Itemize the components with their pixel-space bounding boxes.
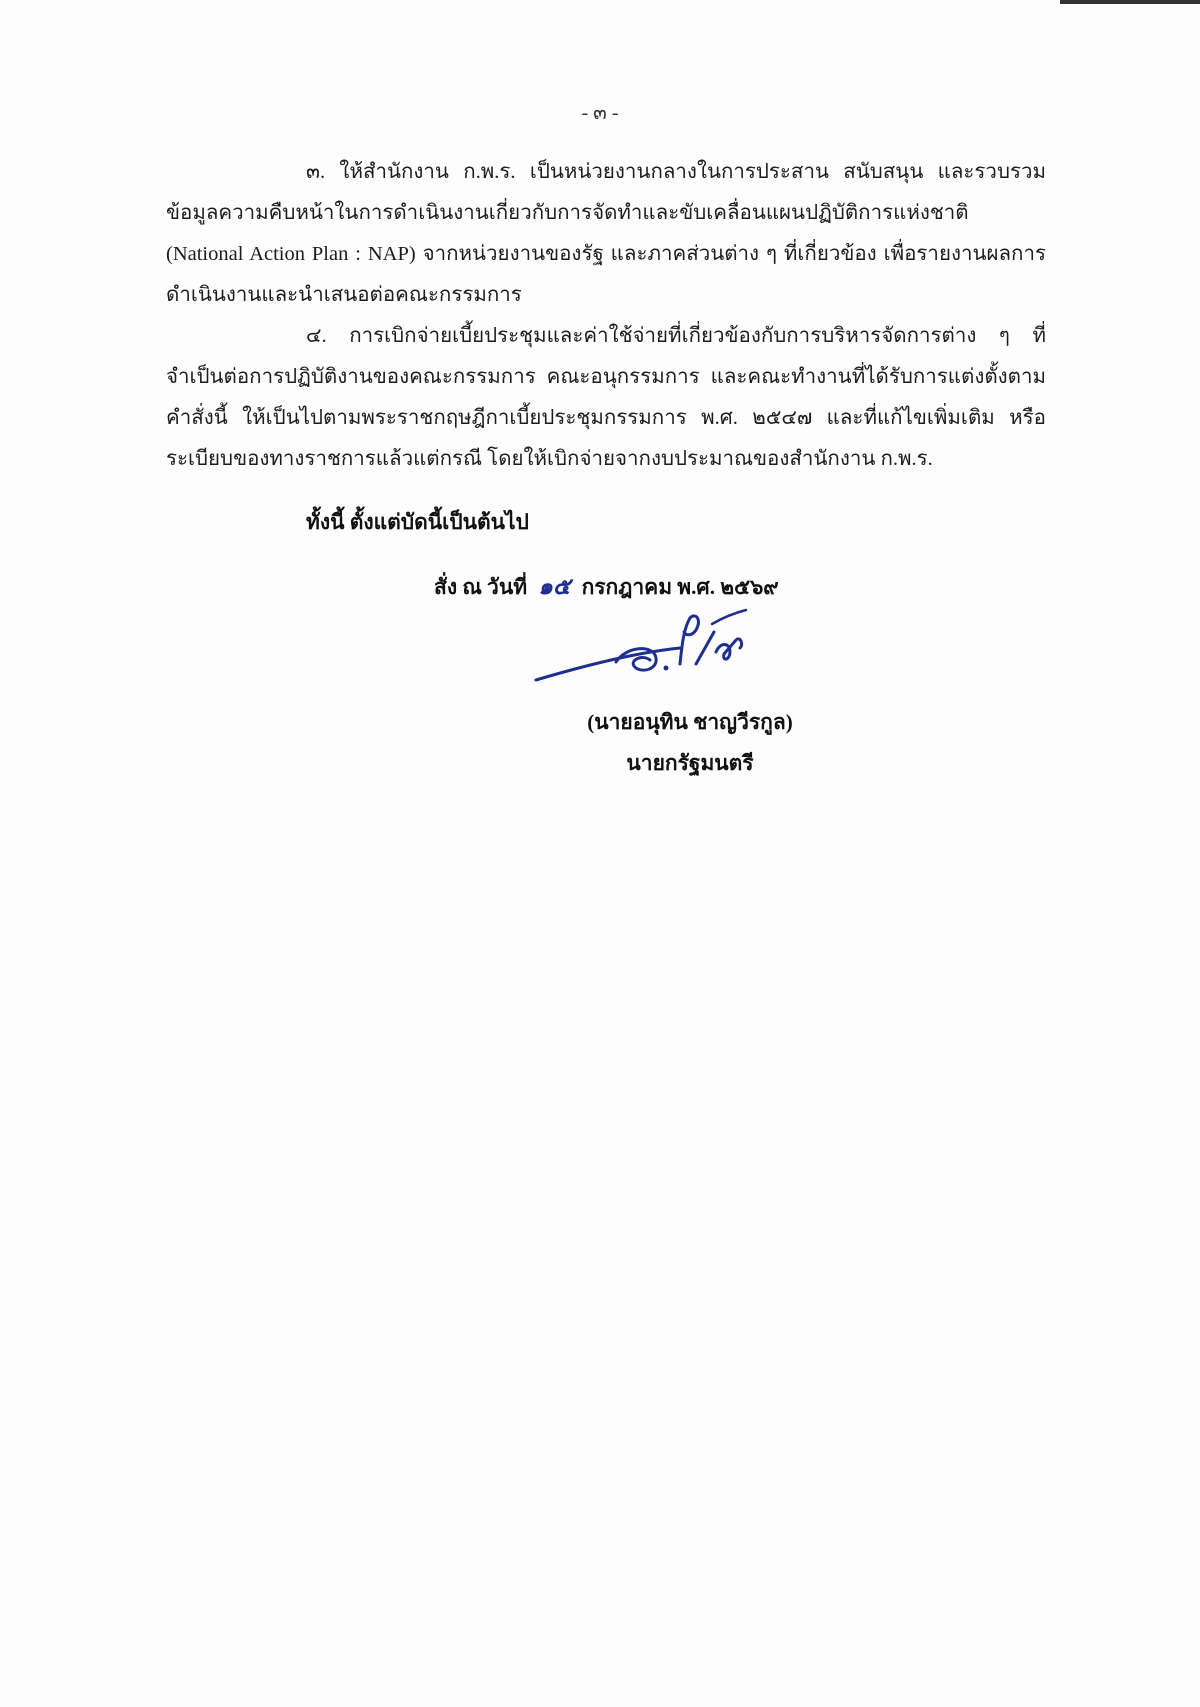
date-day-handwritten: ๑๕ <box>538 574 571 599</box>
paragraph-3: ๓. ให้สำนักงาน ก.พ.ร. เป็นหน่วยงานกลางในการประสาน สนับสนุน และรวบรวมข้อมูลความคืบหน้าในการดำเนินงานเกี่ยวกับการจัดทำและขับเคลื่อนแผนปฏิบัติการแห่งชาติ (National Action Plan : NAP) จากหน่วยงานของรัฐ และภาคส่วนต่าง ๆ ที่เกี่ยวข้อง เพื่อรายงานผลการดำเนินงานและนำเสนอต่อคณะกรรมการ <box>166 161 1046 306</box>
paragraph-4: ๔. การเบิกจ่ายเบี้ยประชุมและค่าใช้จ่ายที่เกี่ยวข้องกับการบริหารจัดการต่าง ๆ ที่จำเป็นต่อการปฏิบัติงานของคณะกรรมการ คณะอนุกรรมการ และคณะทำงานที่ได้รับการแต่งตั้งตามคำสั่งนี้ ให้เป็นไปตามพระราชกฤษฎีกาเบี้ยประชุมกรรมการ พ.ศ. ๒๕๔๗ และที่แก้ไขเพิ่มเติม หรือระเบียบของทางราชการแล้วแต่กรณี โดยให้เบิกจ่ายจากงบประมาณของสำนักงาน ก.พ.ร. <box>166 325 1046 470</box>
signer-title: นายกรัฐมนตรี <box>626 751 754 775</box>
order-body <box>166 152 1046 480</box>
signer-name: (นายอนุทิน ชาญวีรกูล) <box>587 710 793 734</box>
date-month-year: กรกฎาคม พ.ศ. ๒๕๖๙ <box>581 575 779 599</box>
date-prefix: สั่ง ณ วันที่ <box>434 575 528 599</box>
scan-edge-mark <box>1060 0 1200 4</box>
handwritten-signature <box>530 604 790 696</box>
order-date <box>434 569 779 605</box>
effective-clause: ทั้งนี้ ตั้งแต่บัดนี้เป็นต้นไป <box>306 510 529 534</box>
page-number: - ๓ - <box>581 102 619 124</box>
